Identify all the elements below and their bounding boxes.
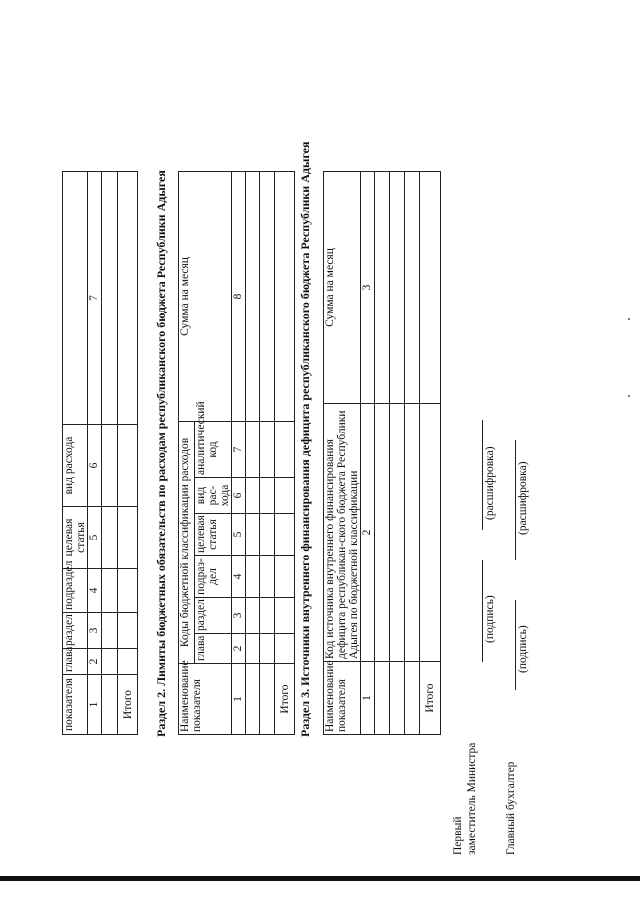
total-label: Итого (420, 662, 441, 735)
decoding-caption: (расшифровка) (517, 461, 529, 535)
col-number: 2 (232, 634, 246, 664)
col-number: 1 (88, 675, 102, 735)
header-expense-type: вид рас-хода (195, 478, 232, 514)
decoding-caption: (расшифровка) (484, 446, 496, 520)
header-target-item: целевая статья (63, 507, 88, 569)
header-budget-codes: Коды бюджетной классификации расходов (179, 421, 195, 663)
limits-table (178, 171, 295, 735)
header-indicator: показателя (63, 675, 88, 735)
header-name: Наименование показателя (179, 664, 232, 735)
col-number: 2 (361, 404, 375, 662)
header-subsection: подраздел (63, 569, 88, 613)
chief-accountant-signature-line (515, 600, 516, 690)
header-section: раздел (63, 613, 88, 649)
signature-caption: (подпись) (517, 625, 529, 673)
header-expense-type: вид расхода (63, 425, 88, 507)
col-number: 2 (88, 649, 102, 675)
section3-title: Раздел 3. Источники внутреннего финансирования дефицита республиканского бюджета Республики Адыгея (298, 141, 312, 737)
col-number: 6 (88, 425, 102, 507)
header-chapter: глава (195, 634, 232, 664)
header-chapter: глава (63, 649, 88, 675)
header-target-item: целевая статья (195, 514, 232, 556)
header-source-code: Код источника внутреннего финансирования дефицита республикан-ского бюджета Республики Адыгея по бюджетной классификации (324, 404, 361, 662)
col-number: 8 (232, 171, 246, 421)
limits-table-partial (62, 171, 138, 735)
col-number: 1 (232, 664, 246, 735)
signature-caption: (подпись) (484, 595, 496, 643)
header-name: Наименование показателя (324, 662, 361, 735)
header-empty (63, 172, 88, 425)
scan-speck (628, 318, 630, 320)
header-subsection: подраз-дел (195, 556, 232, 598)
col-number: 3 (88, 613, 102, 649)
col-number: 3 (232, 598, 246, 634)
header-section: раздел (195, 598, 232, 634)
total-label: Итого (275, 664, 295, 735)
col-number: 7 (88, 172, 102, 425)
col-number: 1 (361, 662, 375, 735)
col-number: 4 (88, 569, 102, 613)
first-deputy-label-line1: Первый (452, 816, 464, 855)
total-label: Итого (118, 675, 138, 735)
first-deputy-signature-line (482, 560, 483, 662)
deficit-sources-table (323, 171, 441, 735)
col-number: 5 (88, 507, 102, 569)
first-deputy-decoding-line (482, 420, 483, 530)
header-analytic-code: аналитический код (195, 421, 232, 477)
col-number: 4 (232, 556, 246, 598)
chief-accountant-decoding-line (515, 440, 516, 560)
col-number: 7 (232, 421, 246, 477)
col-number: 5 (232, 514, 246, 556)
scan-edge (0, 876, 640, 881)
col-number: 6 (232, 478, 246, 514)
col-number: 3 (361, 172, 375, 404)
header-monthly-sum: Сумма на месяц (324, 172, 361, 404)
scan-speck (628, 395, 630, 397)
header-monthly-sum: Сумма на месяц (179, 171, 232, 421)
section2-title: Раздел 2. Лимиты бюджетных обязательств по расходам республиканского бюджета Республики Адыгея (154, 170, 168, 737)
chief-accountant-label: Главный бухгалтер (505, 761, 517, 855)
first-deputy-label-line2: заместитель Министра (466, 742, 478, 855)
